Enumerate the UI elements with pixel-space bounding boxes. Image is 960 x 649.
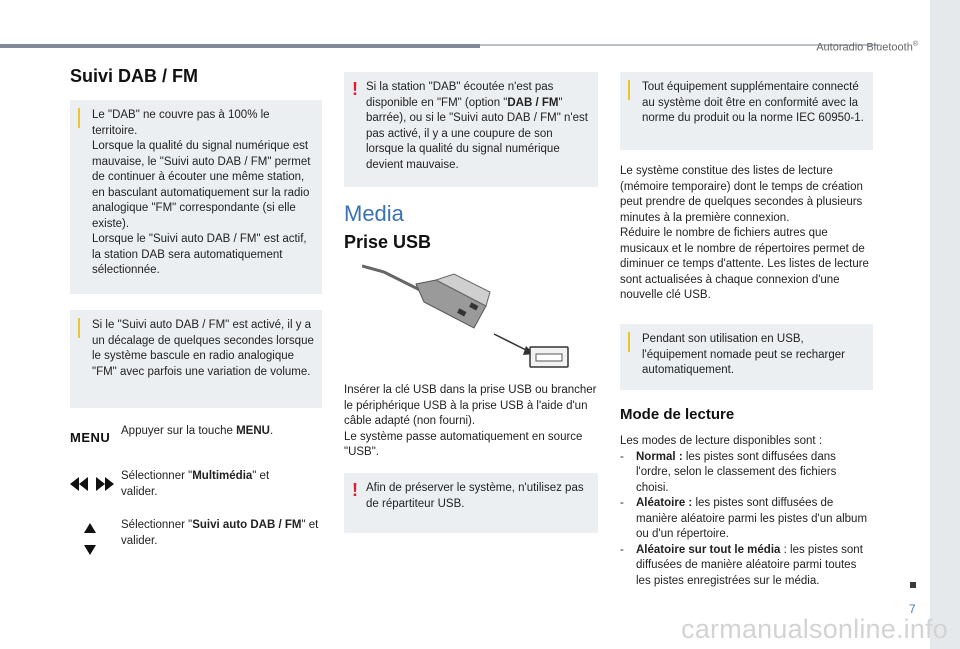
step-text: . (269, 425, 274, 437)
mode-name: Aléatoire : (636, 497, 693, 509)
side-tab-strip (930, 0, 960, 649)
warning-text: " barrée), ou si le "Suivi auto DAB / FM" n'est pas activé, il y a une coupure de son lorsque la qualité du signal numérique devient mauvaise. (366, 96, 588, 171)
list-item (620, 543, 868, 590)
info-box-text: Tout équipement supplémentaire connecté au système doit être en conformité avec la norme du produit ou la norme IEC 60950-1. (642, 81, 864, 124)
list-item (620, 450, 868, 497)
mode-lecture-title: Mode de lecture (620, 406, 735, 423)
info-box-text: Si le "Suivi auto DAB / FM" est activé, il y a un décalage de quelques secondes lorsque le système bascule en radio analogique "FM" avec parfois une variation de volume. (92, 319, 314, 378)
info-box-text: Pendant son utilisation en USB, l'équipement nomade peut se recharger automatiquement. (642, 333, 845, 376)
info-box-dab-coverage (70, 100, 322, 294)
step-text: Appuyer sur la touche (121, 425, 237, 437)
page-number: 7 (909, 602, 916, 616)
warning-text: Si la station "DAB" écoutée n'est pas disponible en "FM" (option " (366, 81, 554, 109)
usb-plug-illustration-icon (362, 262, 574, 374)
step-text: Sélectionner " (121, 519, 193, 531)
step-text: Sélectionner " (121, 470, 193, 482)
registered-mark: ® (912, 41, 918, 48)
header-rule-dark (0, 44, 480, 48)
step-select-multimedia (121, 469, 306, 500)
info-bar-icon (628, 80, 630, 100)
warning-box-usb (344, 473, 598, 533)
watermark: carmanualsonline.info (681, 614, 948, 644)
usb-title: Prise USB (344, 232, 432, 252)
warning-box-dab-fm (344, 72, 598, 187)
step-text: " et valider. (121, 470, 270, 498)
mode-name: Aléatoire sur tout le média (636, 543, 781, 556)
running-header-text: Autoradio Bluetooth (816, 41, 913, 54)
info-bar-icon (78, 108, 80, 128)
warning-exclamation-icon: ! (352, 79, 358, 99)
info-bar-icon (78, 318, 80, 338)
suivi-dab-title: Suivi DAB / FM (70, 66, 199, 86)
page-end-square-icon (910, 582, 916, 588)
step-select-suivi-auto (121, 518, 321, 549)
info-box-charging (620, 324, 873, 390)
warning-box-text (366, 80, 590, 173)
step-keyword: Multimédia (192, 470, 253, 482)
info-box-delay (70, 310, 322, 408)
mode-description: les pistes sont diffusées dans l'ordre, selon le classement des fichiers choisi. (636, 450, 837, 494)
info-box-conformity (620, 72, 873, 150)
info-bar-icon (628, 332, 630, 352)
list-dash: - (620, 450, 624, 463)
info-box-text: Le "DAB" ne couvre pas à 100% le territoire. Lorsque la qualité du signal numérique est mauvaise, le "Suivi auto DAB / FM" permet de continuer à écouter une même station, en basculant automatiquement sur la radio analogique "FM" correspondante (si elle existe). Lorsque le "Suivi auto DAB / FM" est actif, la station DAB sera automatiquement sélectionnée. (92, 109, 311, 276)
media-title: Media (344, 201, 404, 226)
step-press-menu (121, 424, 321, 440)
warning-box-text: Afin de préserver le système, n'utilisez pas de répartiteur USB. (366, 482, 584, 510)
list-item (620, 496, 868, 543)
left-right-arrows-icon (70, 476, 114, 492)
up-down-arrows-icon (84, 523, 96, 555)
warning-keyword: DAB / FM (507, 96, 559, 109)
mode-description: : les pistes sont diffusées de manière aléatoire parmi toutes les pistes enregistrées sur le média. (636, 543, 863, 587)
list-dash: - (620, 497, 624, 509)
mode-description: les pistes sont diffusées de manière aléatoire parmi les pistes d'un album ou d'un répertoire. (636, 497, 868, 540)
step-keyword: MENU (236, 425, 270, 437)
step-keyword: Suivi auto DAB / FM (192, 519, 302, 531)
play-modes-intro: Les modes de lecture disponibles sont : (620, 435, 823, 447)
mode-name: Normal : (636, 450, 683, 463)
playlist-paragraph: Le système constitue des listes de lecture (mémoire temporaire) dont le temps de création peut prendre de quelques secondes à plusieurs minutes à la première connexion. Réduire le nombre de fichiers autres que musicaux et le nombre de répertoires permet de diminuer ce temps d'attente. Les listes de lecture sont actualisées à chaque connexion d'une nouvelle clé USB. (620, 165, 869, 301)
running-header (816, 41, 918, 54)
step-text: " et valider. (121, 519, 319, 547)
warning-exclamation-icon: ! (352, 480, 358, 500)
play-modes-list (620, 434, 868, 589)
menu-button-icon: MENU (70, 430, 111, 445)
list-dash: - (620, 543, 624, 556)
usb-instructions: Insérer la clé USB dans la prise USB ou brancher le périphérique USB à la prise USB à l'aide d'un câble adapté (non fourni). Le système passe automatiquement en source "USB". (344, 384, 597, 458)
